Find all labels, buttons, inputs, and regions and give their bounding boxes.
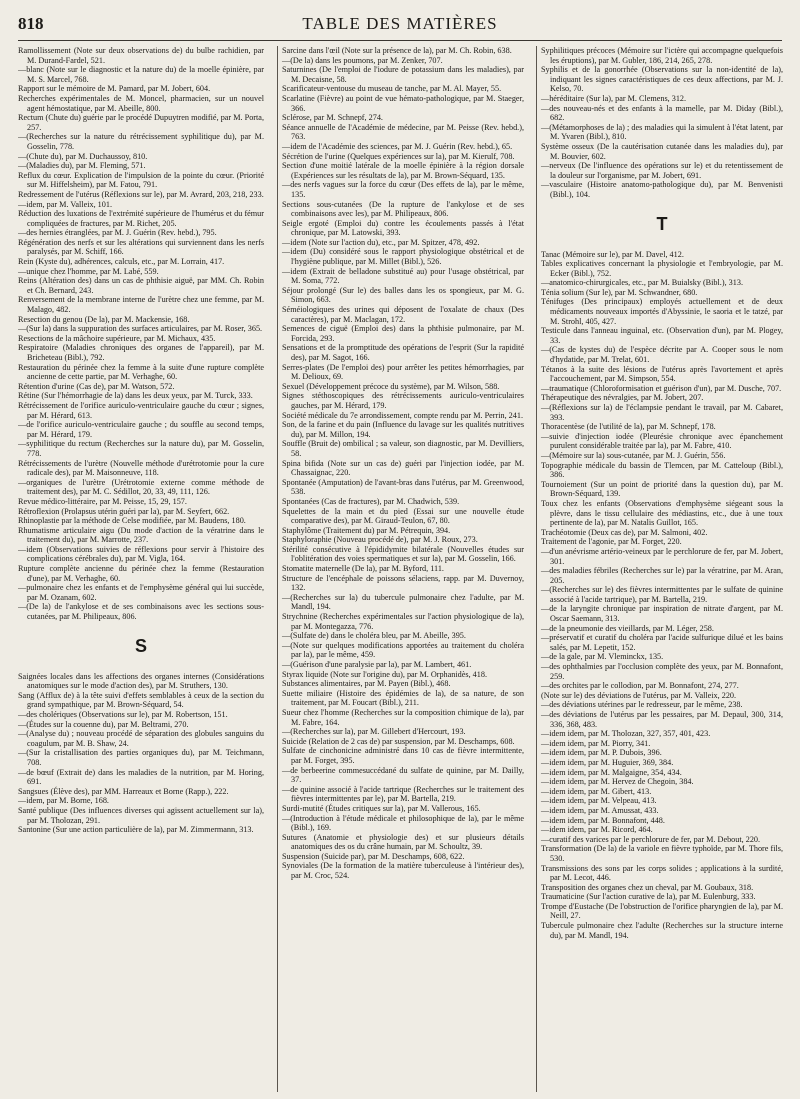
index-entry: Séance annuelle de l'Académie de médecine, par M. Peisse (Rev. hebd.), 763.: [282, 122, 524, 142]
index-entry: Système osseux (De la cautérisation cutanée dans les maladies du), par M. Bouvier, 602.: [541, 141, 783, 161]
index-entry: Serres-plates (De l'emploi des) pour arrêter les petites hémorrhagies, par M. Delioux, 69.: [282, 362, 524, 382]
index-columns: [18, 46, 782, 1092]
index-entry: Transformation (De la) de la variole en fièvre typhoïde, par M. Thore fils, 530.: [541, 844, 783, 863]
index-entry: Tubercule pulmonaire chez l'adulte (Recherches sur la structure interne du), par M. Mandl, 194.: [541, 921, 783, 940]
index-entry: Suicide (Relation de 2 cas de) par suspension, par M. Deschamps, 608.: [282, 736, 515, 746]
index-entry: —idem idem, par M. Amussat, 433.: [541, 805, 659, 815]
index-entry: Sang (Afflux de) à la tête suivi d'effets semblables à ceux de la section du grand sympathique, par M. Brown-Séquard, 54.: [18, 690, 264, 710]
index-entry: —(Sur la cristallisation des parties organiques du), par M. Teichmann, 708.: [18, 748, 264, 767]
index-entry: Tables explicatives concernant la physiologie et l'embryologie, par M. Ecker (Bibl.), 752.: [541, 259, 783, 278]
index-entry: Substances alimentaires, par M. Payen (Bibl.), 468.: [282, 679, 451, 689]
index-entry: —(Note sur quelques modifications apportées au traitement du choléra par la), par le même, 459.: [282, 640, 524, 660]
running-title: TABLE DES MATIÈRES: [302, 14, 498, 33]
index-entry: —de berbeerine commesuccédané du sulfate de quinine, par M. Dailly, 37.: [282, 765, 524, 785]
index-entry: —(De la) dans les poumons, par M. Zenker, 707.: [282, 55, 443, 65]
index-entry: Resections de la mâchoire supérieure, par M. Michaux, 435.: [18, 333, 216, 343]
index-entry: —(Recherches sur la), par M. Gillebert d'Hercourt, 193.: [282, 727, 466, 737]
index-entry: —idem idem, par M. Velpeau, 413.: [541, 796, 657, 806]
index-entry: —des déviations utérines par le redresseur, par le même, 238.: [541, 700, 743, 710]
index-entry: —des hernies étranglées, par M. J. Guérin (Rev. hebd.), 795.: [18, 228, 217, 238]
index-entry: Rectum (Chute du) guérie par le procédé Dupuytren modifié, par M. Porta, 257.: [18, 113, 264, 132]
index-entry: —organiques de l'urètre (Urétrotomie externe comme méthode de traitement des), par M. C. Sédillot, 20, 33, 49, 111, 126.: [18, 477, 264, 497]
index-entry: Spina bifida (Note sur un cas de) guéri par l'injection iodée, par M. Chassaignac, 220.: [282, 458, 524, 478]
index-entry: Trachéotomie (Deux cas de), par M. Salmoni, 402.: [541, 527, 708, 537]
index-entry: Traumaticine (Sur l'action curative de la), par M. Eulenburg, 333.: [541, 892, 756, 902]
index-entry: Structure de l'encéphale de poissons sélaciens, rapp. par M. Duvernoy, 132.: [282, 573, 524, 593]
index-entry: Surdi-mutité (Études critiques sur la), par M. Vallerous, 165.: [282, 803, 481, 813]
index-entry: Rhinoplastie par la méthode de Celse modifiée, par M. Baudens, 180.: [18, 516, 246, 526]
index-entry: —(Études sur la couenne du), par M. Beltrami, 270.: [18, 719, 189, 729]
index-entry: Sangsues (Élève des), par MM. Harreaux et Borne (Rapp.), 222.: [18, 786, 229, 796]
index-entry: —(Mémoire sur la) sous-cutanée, par M. J. Guérin, 556.: [541, 450, 726, 460]
index-entry: Trompe d'Eustache (De l'obstruction de l'orifice pharyngien de la), par M. Neill, 27.: [541, 901, 783, 921]
index-entry: —traumatique (Chloroformisation et guérison d'un), par M. Dusche, 707.: [541, 383, 782, 393]
index-entry: Syphilis et de la gonorrhée (Observations sur la non-identité de la), indiquant les signes caractéristiques de ces deux affections, par M. J. Kelso, 70.: [541, 65, 783, 94]
index-entry: Section d'une moitié latérale de la moelle épinière à la région dorsale (Expériences sur les résultats de la), par M. Brown-Séquard, 135.: [282, 161, 524, 180]
column-3: [536, 46, 783, 1092]
index-entry: —(Réflexions sur la) de l'éclampsie pendant le travail, par M. Cabaret, 393.: [541, 403, 783, 422]
index-entry: Sécrétion de l'urine (Quelques expériences sur la), par M. Kierulf, 708.: [282, 151, 515, 161]
index-entry: —idem idem, par M. Malgaigne, 354, 434.: [541, 767, 682, 777]
index-entry: —idem idem, par M. Huguier, 369, 384.: [541, 757, 674, 767]
index-entry: Scarificateur-ventouse du museau de tanche, par M. Al. Mayer, 55.: [282, 84, 502, 94]
index-entry: —idem idem, par M. Tholozan, 327, 357, 401, 423.: [541, 729, 711, 739]
index-entry: Sulfate de cinchonicine administré dans 10 cas de fièvre intermittente, par M. Forget, 395.: [282, 746, 524, 765]
index-entry: Suette miliaire (Histoire des épidémies de la), de sa nature, de son traitement, par M. Foucart (Bibl.), 211.: [282, 688, 524, 708]
index-entry: —idem idem, par M. Bonnafont, 448.: [541, 815, 665, 825]
index-entry: Son, de la farine et du pain (Influence du lavage sur les qualités nutritives du), par M. Millon, 194.: [282, 420, 524, 439]
index-entry: Renversement de la membrane interne de l'urètre chez une femme, par M. Malago, 482.: [18, 295, 264, 315]
index-entry: Seigle ergoté (Emploi du) contre les écoulements passés à l'état chronique, par M. Latowski, 393.: [282, 218, 524, 238]
index-entry: —(Analyse du) ; nouveau procédé de séparation des globules sanguins du coagulum, par M. B. Shaw, 24.: [18, 729, 264, 748]
index-entry: —idem, par M. Valleix, 101.: [18, 199, 112, 209]
index-entry: Saturnines (De l'emploi de l'iodure de potassium dans les maladies), par M. Decaisne, 58.: [282, 65, 524, 84]
index-entry: —idem idem, par M. Gibert, 413.: [541, 786, 652, 796]
index-entry: Réduction des luxations de l'extrémité supérieure de l'humérus et du fémur compliquées de fractures, par M. Richet, 205.: [18, 209, 264, 228]
index-entry: Recherches expérimentales de M. Moncel, pharmacien, sur un nouvel agent hémostatique, par M. Abeille, 800.: [18, 93, 264, 113]
index-entry: Ténia solium (Sur le), par M. Schwandner, 680.: [541, 287, 698, 297]
index-entry: Tournoiement (Sur un point de priorité dans la question du), par M. Brown-Séquard, 139.: [541, 479, 783, 499]
index-entry: —nerveux (De l'influence des opérations sur le) et du retentissement de la douleur sur l'organisme, par M. Jobert, 691.: [541, 161, 783, 180]
index-entry: Spontanées (Cas de fractures), par M. Chadwich, 539.: [282, 496, 460, 506]
index-entry: —héréditaire (Sur la), par M. Clemens, 312.: [541, 93, 687, 103]
index-entry: Topographie médicale du bassin de Tlemcen, par M. Catteloup (Bibl.), 386.: [541, 460, 783, 480]
index-entry: —idem (Observations suivies de réflexions pour servir à l'histoire des complications cérébrales du), par M. Vigla, 164.: [18, 544, 264, 564]
index-entry: —de la laryngite chronique par inspiration de nitrate d'argent, par M. Oscar Saemann, 313.: [541, 604, 783, 624]
index-entry: —des nouveau-nés et des enfants à la mamelle, par M. Diday (Bibl.), 682.: [541, 103, 783, 123]
index-entry: —des orchites par le collodion, par M. Bonnafont, 274, 277.: [541, 681, 739, 691]
section-letter-t: T: [656, 213, 668, 234]
index-entry: —des déviations de l'utérus par les pessaires, par M. Depaul, 300, 314, 336, 368, 483.: [541, 710, 783, 729]
index-entry: Reins (Altération des) dans un cas de phthisie aiguë, par MM. Ch. Robin et Ch. Bernard, 243.: [18, 276, 264, 295]
index-entry: Saignées locales dans les affections des organes internes (Considérations anatomiques sur le mode d'action des), par M. Struthers, 130.: [18, 671, 264, 691]
column-3-entries-s: [541, 46, 783, 200]
index-entry: —vasculaire (Histoire anatomo-pathologique du), par M. Benvenisti (Bibl.), 104.: [541, 180, 783, 199]
index-entry: Styrax liquide (Note sur l'origine du), par M. Orphanidès, 418.: [282, 669, 487, 679]
index-entry: Revue médico-littéraire, par M. Peisse, 15, 29, 157.: [18, 496, 187, 506]
index-entry: —(Sur la) dans la suppuration des surfaces articulaires, par M. Roser, 365.: [18, 324, 263, 334]
section-letter-s: S: [134, 635, 147, 656]
index-entry: —(Recherches sur la nature du rétrécissement syphilitique du), par M. Gosselin, 778.: [18, 132, 264, 151]
index-entry: Reflux du cœur. Explication de l'impulsion de la pointe du cœur. (Priorité sur M. Hiffelsheim), par M. Fatou, 791.: [18, 170, 264, 190]
index-entry: Staphyloraphie (Nouveau procédé de), par M. J. Roux, 273.: [282, 535, 478, 545]
index-entry: Respiratoire (Maladies chroniques des organes de l'appareil), par M. Bricheteau (Bibl.), 792.: [18, 343, 264, 362]
index-entry: —idem idem, par M. Ricord, 464.: [541, 825, 653, 835]
index-entry: Synoviales (De la formation de la matière tuberculeuse à l'intérieur des), par M. Croc, 524.: [282, 861, 524, 881]
index-entry: —(De la) de l'ankylose et de ses combinaisons avec les sections sous-cutanées, par M. Philipeaux, 806.: [18, 602, 264, 622]
index-entry: Syphilitiques précoces (Mémoire sur l'ictère qui accompagne quelquefois les éruptions), par M. Gubler, 186, 214, 265, 278.: [541, 46, 783, 65]
index-entry: Régénération des nerfs et sur les altérations qui surviennent dans les nerfs paralysés, par M. Schiff, 166.: [18, 237, 264, 257]
index-entry: —de la pneumonie des vieillards, par M. Léger, 258.: [541, 623, 714, 633]
index-entry: Rétrécissements de l'urètre (Nouvelle méthode d'urétrotomie pour la cure radicale des), par M. Maisonneuve, 118.: [18, 458, 264, 478]
index-entry: —des cholériques (Observations sur le), par M. Robertson, 151.: [18, 710, 228, 719]
index-entry: Transposition des organes chez un cheval, par M. Goubaux, 318.: [541, 882, 754, 892]
index-entry: Staphylôme (Traitement du) par M. Pétrequin, 394.: [282, 525, 451, 535]
index-entry: Testicule dans l'anneau inguinal, etc. (Observation d'un), par M. Plogey, 33.: [541, 326, 783, 345]
index-entry: Semences de ciguë (Emploi des) dans la phthisie pulmonaire, par M. Forcida, 293.: [282, 324, 524, 343]
index-entry: (Note sur le) des déviations de l'utérus, par M. Valleix, 220.: [541, 690, 737, 700]
index-entry: —idem de l'Académie des sciences, par M. J. Guérin (Rev. hebd.), 65.: [282, 141, 513, 151]
index-entry: Santonine (Sur une action particulière de la), par M. Zimmermann, 313.: [18, 825, 254, 835]
page-number: 818: [18, 14, 44, 33]
index-entry: Spontanée (Amputation) de l'avant-bras dans l'utérus, par M. Greenwood, 538.: [282, 477, 524, 497]
index-entry: —d'un anévrisme artério-veineux par le perchlorure de fer, par M. Jobert, 301.: [541, 546, 783, 566]
index-entry: Redressement de l'utérus (Réflexions sur le), par M. Avrard, 203, 218, 233.: [18, 189, 264, 199]
index-entry: —préservatif et curatif du choléra par l'acide sulfurique dilué et les bains salés, par M. Lepetit, 152.: [541, 633, 783, 652]
index-entry: Transmissions des sons par les corps solides ; applications à la surdité, par M. Lecot, 446.: [541, 863, 783, 883]
header-rule: [18, 40, 782, 41]
page-header: [18, 14, 782, 40]
index-entry: —anatomico-chirurgicales, etc., par M. Buialsky (Bibl.), 313.: [541, 278, 743, 288]
index-entry: —des nerfs vagues sur la force du cœur (Des effets de la), par le même, 135.: [282, 180, 524, 199]
index-entry: —(Cas de kystes du) de l'espèce décrite par A. Cooper sous le nom d'hydatide, par M. Trelat, 601.: [541, 345, 783, 365]
index-entry: —curatif des varices par le perchlorure de fer, par M. Debout, 220.: [541, 834, 761, 844]
index-entry: Rein (Kyste du), adhérences, calculs, etc., par M. Lorrain, 417.: [18, 257, 225, 267]
index-entry: —syphilitique du rectum (Recherches sur la nature du), par M. Gosselin, 778.: [18, 439, 264, 458]
index-entry: —(Introduction à l'étude médicale et philosophique de la), par le même (Bibl.), 169.: [282, 813, 524, 833]
index-entry: —(Recherches sur la) du tubercule pulmonaire chez l'adulte, par M. Mandl, 194.: [282, 592, 524, 612]
index-entry: —des maladies fébriles (Recherches sur le) par la vératrine, par M. Aran, 205.: [541, 566, 783, 585]
index-entry: Sexuel (Développement précoce du système), par M. Wilson, 588.: [282, 381, 500, 391]
column-1-entries-s: [18, 672, 264, 835]
index-entry: —suivie d'injection iodée (Pleurésie chronique avec épanchement purulent considérable traitée par la), par M. Fabre, 410.: [541, 431, 783, 451]
index-entry: —des ophthalmies par l'occlusion complète des yeux, par M. Bonnafont, 259.: [541, 662, 783, 681]
index-entry: Rétroflexion (Prolapsus utérin guéri par la), par M. Seyfert, 662.: [18, 506, 230, 516]
index-entry: Toux chez les enfants (Observations d'emphysème siégeant sous la plèvre, dans le tissu cellulaire des médiastins, etc., due à une toux pertinente de la), par M. Natalis Guillot, 165.: [541, 498, 783, 528]
index-entry: —idem idem, par M. P. Dubois, 396.: [541, 748, 662, 758]
index-entry: —unique chez l'homme, par M. Labé, 559.: [18, 266, 159, 276]
index-entry: Rétention d'urine (Cas de), par M. Watson, 572.: [18, 381, 175, 391]
column-2: [277, 46, 524, 1092]
index-entry: Rapport sur le mémoire de M. Pamard, par M. Jobert, 604.: [18, 84, 211, 94]
index-entry: Santé publique (Des influences diverses qui agissent actuellement sur la), par M. Tholozan, 291.: [18, 805, 264, 825]
index-entry: —de l'orifice auriculo-ventriculaire gauche ; du souffle au second temps, par M. Hérard, 179.: [18, 420, 264, 439]
index-entry: —(Sulfate de) dans le choléra bleu, par M. Abeille, 395.: [282, 631, 466, 641]
index-entry: Tétanos à la suite des lésions de l'utérus après l'avortement et après l'accouchement, par M. Simpson, 554.: [541, 364, 783, 384]
index-entry: —de bœuf (Extrait de) dans les maladies de la nutrition, par M. Horing, 691.: [18, 767, 264, 787]
index-entry: Rhumatisme articulaire aigu (Du mode d'action de la vératrine dans le traitement du), par M. Marrotte, 237.: [18, 525, 264, 545]
index-entry: —(Guérison d'une paralysie par la), par M. Lambert, 461.: [282, 660, 472, 669]
index-entry: Rétine (Sur l'hémorrhagie de la) dans les deux yeux, par M. Turck, 333.: [18, 391, 253, 401]
column-3-entries-t: [541, 250, 783, 941]
index-entry: Rétrécissement de l'orifice auriculo-ventriculaire gauche du cœur ; signes, par M. Hérard, 613.: [18, 400, 264, 420]
index-entry: —de quinine associé à l'acide tartrique (Recherches sur le traitement des fièvres intermittentes par le), par M. Bartella, 219.: [282, 784, 524, 804]
index-entry: Société médicale du 7e arrondissement, compte rendu par M. Perrin, 241.: [282, 410, 524, 420]
index-entry: Traitement de l'agonie, par M. Forget, 220.: [541, 537, 682, 547]
index-entry: —idem (Du) considéré sous le rapport physiologique obstétrical et de l'hygiène publique, par M. Millet (Bibl.), 526.: [282, 247, 524, 267]
index-entry: —idem, par M. Borne, 168.: [18, 796, 109, 806]
index-entry: Sueur chez l'homme (Recherches sur la composition chimique de la), par M. Fabre, 164.: [282, 707, 524, 727]
index-entry: Suspension (Suicide par), par M. Deschamps, 608, 622.: [282, 851, 465, 861]
index-entry: Souffle (Bruit de) ombilical ; sa valeur, son diagnostic, par M. Devilliers, 58.: [282, 439, 524, 458]
index-entry: Sutures (Anatomie et physiologie des) et sur plusieurs détails anatomiques des os du crâne humain, par M. Schoultz, 39.: [282, 832, 524, 852]
index-entry: Stomatite maternelle (De la), par M. Byford, 111.: [282, 564, 444, 574]
column-1: [18, 46, 264, 1092]
index-entry: Sclérose, par M. Schnepf, 274.: [282, 113, 383, 123]
index-entry: Sensations et de la promptitude des opérations de l'esprit (Sur la rapidité des), par M. Sagot, 166.: [282, 343, 524, 362]
index-entry: Restauration du périnée chez la femme à la suite d'une rupture complète ancienne de cette partie, par M. Verhaghe, 60.: [18, 362, 264, 382]
index-entry: Sarcine dans l'œil (Note sur la présence de la), par M. Ch. Robin, 638.: [282, 46, 512, 55]
index-entry: Ténifuges (Des principaux) employés actuellement et de deux médicaments nouveaux importés d'Abyssinie, le saoria et le tatzé, par M. Strohl, 405, 427.: [541, 297, 783, 326]
index-entry: Signes stéthoscopiques des rétrécissements auriculo-ventriculaires gauches, par M. Hérard, 179.: [282, 391, 524, 410]
index-entry: —pulmonaire chez les enfants et de l'emphysème général qui lui succède, par M. Ozanam, 602.: [18, 583, 264, 602]
index-entry: Thoracentèse (de l'utilité de la), par M. Schnepf, 178.: [541, 422, 716, 432]
index-entry: —blanc (Note sur le diagnostic et la nature du) de la moelle épinière, par M. S. Marcel, 768.: [18, 65, 264, 84]
index-entry: Squelettes de la main et du pied (Essai sur une nouvelle étude comparative des), par M. Giraud-Teulon, 67, 80.: [282, 506, 524, 526]
index-entry: Thérapeutique des névralgies, par M. Jobert, 207.: [541, 393, 704, 403]
index-entry: Strychnine (Recherches expérimentales sur l'action physiologique de la), par M. Montegazza, 776.: [282, 612, 524, 631]
index-entry: Rupture complète ancienne du périnée chez la femme (Restauration d'une), par M. Verhaghe, 60.: [18, 564, 264, 583]
index-entry: Séméiologiques des urines qui déposent de l'oxalate de chaux (Des caractères), par M. Maclagan, 172.: [282, 305, 524, 324]
index-entry: Sections sous-cutanées (De la rupture de l'ankylose et de ses combinaisons avec les), par M. Philipeaux, 806.: [282, 199, 524, 219]
index-entry: Stérilité consécutive à l'épididymite bilatérale (Nouvelles études sur l'oblitération des voies spermatiques et sur la), par M. Gosselin, 166.: [282, 544, 524, 564]
index-entry: Tanac (Mémoire sur le), par M. Davel, 412.: [541, 249, 684, 259]
index-entry: —idem idem, par M. Hervez de Chegoin, 384.: [541, 777, 694, 787]
index-entry: —idem (Note sur l'action du), etc., par M. Spitzer, 478, 492.: [282, 237, 480, 247]
index-entry: —(Chute du), par M. Duchaussoy, 810.: [18, 151, 148, 161]
column-1-entries-r: [18, 46, 264, 622]
index-entry: —idem idem, par M. Piorry, 341.: [541, 738, 651, 748]
index-entry: —(Recherches sur le) des fièvres intermittentes par le sulfate de quinine associé à l'acide tartrique), par M. Bartella, 219.: [541, 585, 783, 604]
index-entry: Ramollissement (Note sur deux observations de) du bulbe rachidien, par M. Durand-Fardel, 521.: [18, 46, 264, 65]
index-entry: —de la gale, par M. Vleminckx, 135.: [541, 652, 664, 662]
column-2-entries-s: [282, 46, 524, 881]
index-entry: Resection du genou (De la), par M. Mackensie, 168.: [18, 314, 190, 324]
index-entry: Scarlatine (Fièvre) au point de vue hémato-pathologique, par M. Staeger, 366.: [282, 93, 524, 113]
index-entry: Séjour prolongé (Sur le) des balles dans les os spongieux, par M. G. Simon, 663.: [282, 285, 524, 305]
index-entry: —(Maladies du), par M. Fleming, 571.: [18, 161, 146, 171]
index-entry: —(Métamorphoses de la) ; des maladies qui la simulent à l'état latent, par M. Yvaren (Bibl.), 810.: [541, 122, 783, 142]
index-entry: —idem (Extrait de belladone substitué au) pour l'usage obstétrical, par M. Soma, 772.: [282, 266, 524, 286]
